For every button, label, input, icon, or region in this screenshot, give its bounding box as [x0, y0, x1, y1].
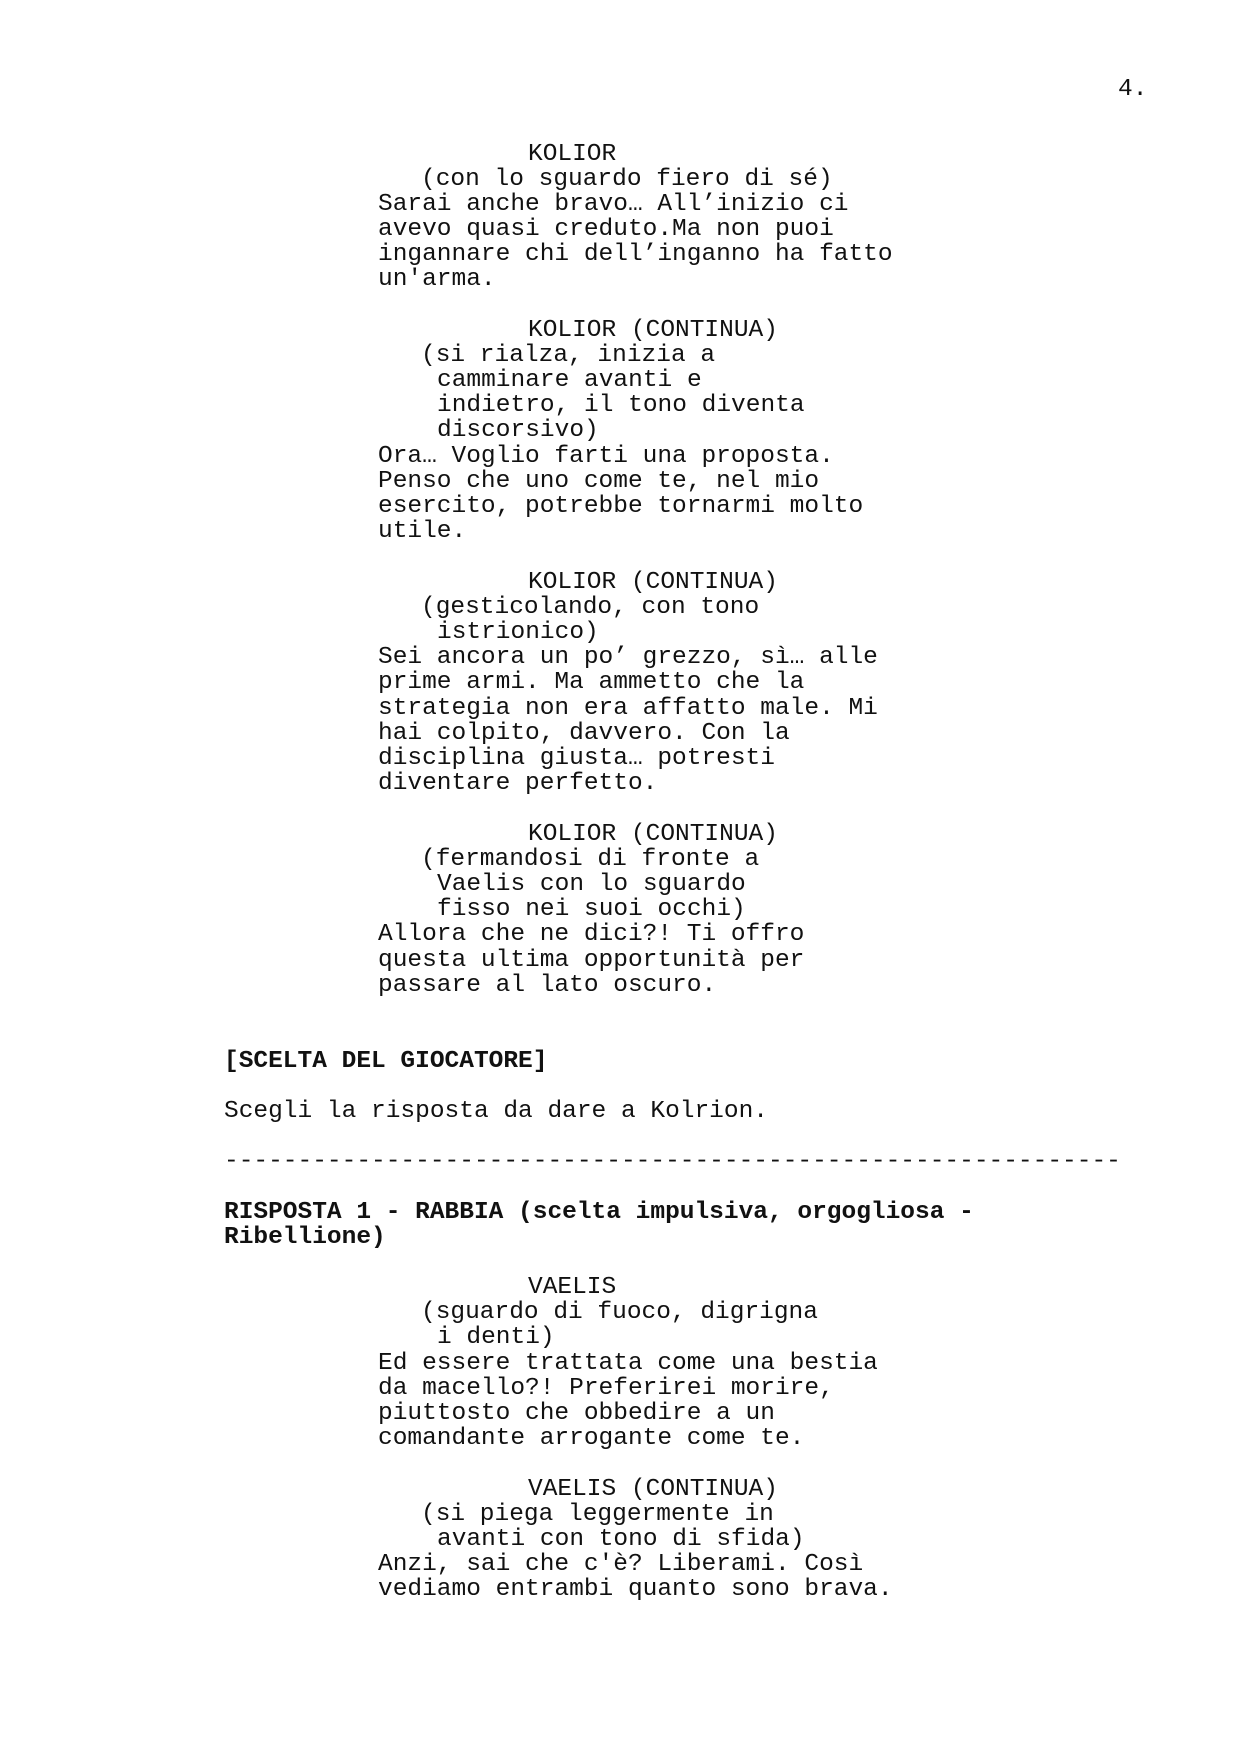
separator-line: ------------------------------------------------------------- — [224, 1148, 1121, 1175]
dialogue-line: Ed essere trattata come una bestia — [378, 1350, 878, 1377]
parenthetical: (si piega leggermente in — [421, 1501, 774, 1528]
dialogue-line: utile. — [378, 518, 467, 545]
character-name: KOLIOR (CONTINUA) — [528, 569, 778, 596]
dialogue-line: da macello?! Preferirei morire, — [378, 1375, 834, 1402]
parenthetical: (si rialza, inizia a — [421, 342, 716, 369]
parenthetical: Vaelis con lo sguardo — [437, 871, 746, 898]
dialogue-line: comandante arrogante come te. — [378, 1425, 805, 1452]
section-text: Scegli la risposta da dare a Kolrion. — [224, 1098, 768, 1125]
parenthetical: fisso nei suoi occhi) — [437, 896, 746, 923]
character-name: VAELIS — [528, 1274, 617, 1301]
dialogue-line: Sei ancora un po’ grezzo, sì… alle — [378, 644, 878, 671]
dialogue-line: hai colpito, davvero. Con la — [378, 720, 790, 747]
parenthetical: (sguardo di fuoco, digrigna — [421, 1299, 818, 1326]
dialogue-line: prime armi. Ma ammetto che la — [378, 669, 805, 696]
dialogue-line: vediamo entrambi quanto sono brava. — [378, 1576, 893, 1603]
dialogue-line: Ora… Voglio farti una proposta. — [378, 443, 834, 470]
parenthetical: (con lo sguardo fiero di sé) — [421, 166, 833, 193]
dialogue-line: passare al lato oscuro. — [378, 972, 717, 999]
parenthetical: (gesticolando, con tono — [421, 594, 760, 621]
dialogue-line: questa ultima opportunità per — [378, 947, 805, 974]
parenthetical: avanti con tono di sfida) — [437, 1526, 805, 1553]
dialogue-line: Penso che uno come te, nel mio — [378, 468, 820, 495]
dialogue-line: piuttosto che obbedire a un — [378, 1400, 775, 1427]
parenthetical: camminare avanti e — [437, 367, 702, 394]
character-name: KOLIOR (CONTINUA) — [528, 821, 778, 848]
dialogue-line: un'arma. — [378, 266, 496, 293]
character-name: VAELIS (CONTINUA) — [528, 1476, 778, 1503]
dialogue-line: Sarai anche bravo… All’inizio ci — [378, 191, 849, 218]
page-number: 4. — [1118, 76, 1148, 103]
dialogue-line: Anzi, sai che c'è? Liberami. Così — [378, 1551, 864, 1578]
parenthetical: discorsivo) — [437, 417, 599, 444]
dialogue-line: Allora che ne dici?! Ti offro — [378, 921, 805, 948]
dialogue-line: strategia non era affatto male. Mi — [378, 695, 878, 722]
parenthetical: istrionico) — [437, 619, 599, 646]
character-name: KOLIOR (CONTINUA) — [528, 317, 778, 344]
dialogue-line: ingannare chi dell’inganno ha fatto — [378, 241, 893, 268]
parenthetical: (fermandosi di fronte a — [421, 846, 760, 873]
dialogue-line: esercito, potrebbe tornarmi molto — [378, 493, 864, 520]
dialogue-line: avevo quasi creduto.Ma non puoi — [378, 216, 834, 243]
character-name: KOLIOR — [528, 141, 617, 168]
dialogue-line: disciplina giusta… potresti — [378, 745, 775, 772]
section-heading: [SCELTA DEL GIOCATORE] — [224, 1048, 548, 1075]
response-heading: Ribellione) — [224, 1224, 386, 1251]
parenthetical: indietro, il tono diventa — [437, 392, 805, 419]
response-heading: RISPOSTA 1 - RABBIA (scelta impulsiva, orgogliosa - — [224, 1199, 974, 1226]
dialogue-line: diventare perfetto. — [378, 770, 658, 797]
parenthetical: i denti) — [437, 1324, 555, 1351]
